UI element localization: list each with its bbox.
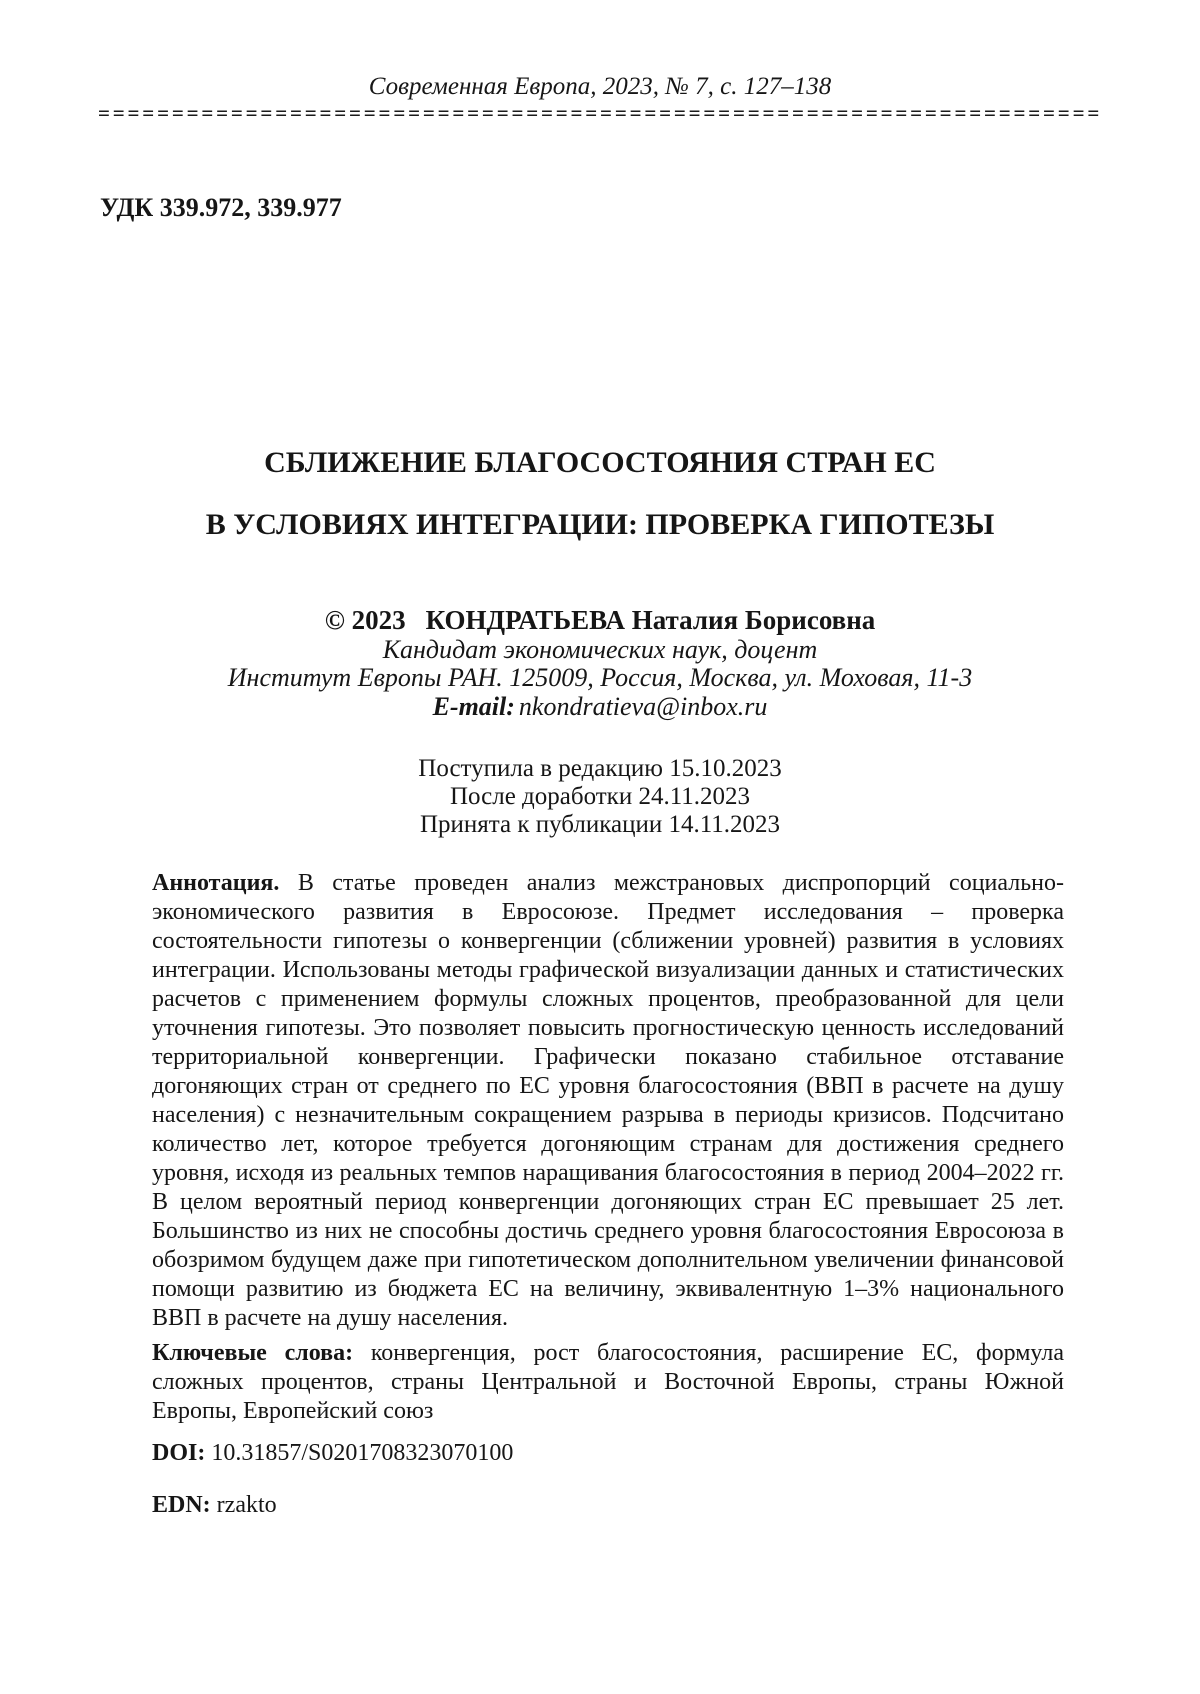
author-name: КОНДРАТЬЕВА Наталия Борисовна bbox=[425, 605, 876, 635]
dates-block bbox=[0, 755, 1200, 839]
article-title bbox=[0, 447, 1200, 540]
doi-line bbox=[152, 1439, 1200, 1467]
keywords-paragraph bbox=[152, 1339, 1064, 1426]
keywords-text: конвергенция, рост благосостояния, расширение ЕС, формула сложных процентов, страны Центральной и Восточной Европы, страны Южной Европы, Европейский союз bbox=[152, 1340, 1064, 1424]
doi-label: DOI: bbox=[152, 1440, 206, 1466]
date-received: Поступила в редакцию 15.10.2023 bbox=[418, 755, 782, 782]
abstract-paragraph bbox=[152, 869, 1064, 1333]
abstract-label: Аннотация. bbox=[152, 870, 280, 896]
email-address: nkondratieva@inbox.ru bbox=[518, 692, 768, 721]
date-accepted: Принята к публикации 14.11.2023 bbox=[419, 811, 781, 838]
author-affiliation: Институт Европы РАН. 125009, Россия, Москва, ул. Моховая, 11-3 bbox=[227, 663, 973, 692]
date-revised: После доработки 24.11.2023 bbox=[449, 783, 751, 810]
edn-line bbox=[152, 1491, 1200, 1519]
email-label: E-mail: bbox=[432, 692, 515, 721]
edn-value: rzakto bbox=[216, 1492, 277, 1518]
edn-label: EDN: bbox=[152, 1492, 211, 1518]
email-line bbox=[0, 692, 1200, 722]
doi-value: 10.31857/S0201708323070100 bbox=[211, 1440, 514, 1466]
journal-header: Современная Европа, 2023, № 7, с. 127–138 bbox=[368, 73, 832, 100]
copyright-year: © 2023 bbox=[324, 605, 406, 635]
article-title-line2: В УСЛОВИЯХ ИНТЕГРАЦИИ: ПРОВЕРКА ГИПОТЕЗЫ bbox=[205, 508, 995, 541]
separator-line: ==================================================================== bbox=[98, 103, 1102, 123]
udc-code: УДК 339.972, 339.977 bbox=[100, 193, 342, 222]
article-title-line1: СБЛИЖЕНИЕ БЛАГОСОСТОЯНИЯ СТРАН ЕС bbox=[264, 446, 936, 479]
keywords-label: Ключевые слова: bbox=[152, 1340, 354, 1366]
author-degree: Кандидат экономических наук, доцент bbox=[382, 635, 818, 664]
author-line bbox=[0, 605, 1200, 636]
abstract-text: В статье проведен анализ межстрановых диспропорций социально-экономического развития в Евросоюзе. Предмет исследования – проверка состоятельности гипотезы о конвергенции (сближении уровней) развития в условиях интеграции. Использованы методы графической визуализации данных и статистических расчетов с применением формулы сложных процентов, преобразованной для цели уточнения гипотезы. Это позволяет повысить прогностическую ценность исследований территориальной конвергенции. Графически показано стабильное отставание догоняющих стран от среднего по ЕС уровня благосостояния (ВВП в расчете на душу населения) с незначительным сокращением разрыва в периоды кризисов. Подсчитано количество лет, которое требуется догоняющим странам для достижения среднего уровня, исходя из реальных темпов наращивания благосостояния в период 2004–2022 гг. В целом вероятный период конвергенции догоняющих стран ЕС превышает 25 лет. Большинство из них не способны достичь среднего уровня благосостояния Евросоюза в обозримом будущем даже при гипотетическом дополнительном увеличении финансовой помощи развитию из бюджета ЕС на величину, эквивалентную 1–3% национального ВВП в расчете на душу населения. bbox=[152, 870, 1065, 1331]
